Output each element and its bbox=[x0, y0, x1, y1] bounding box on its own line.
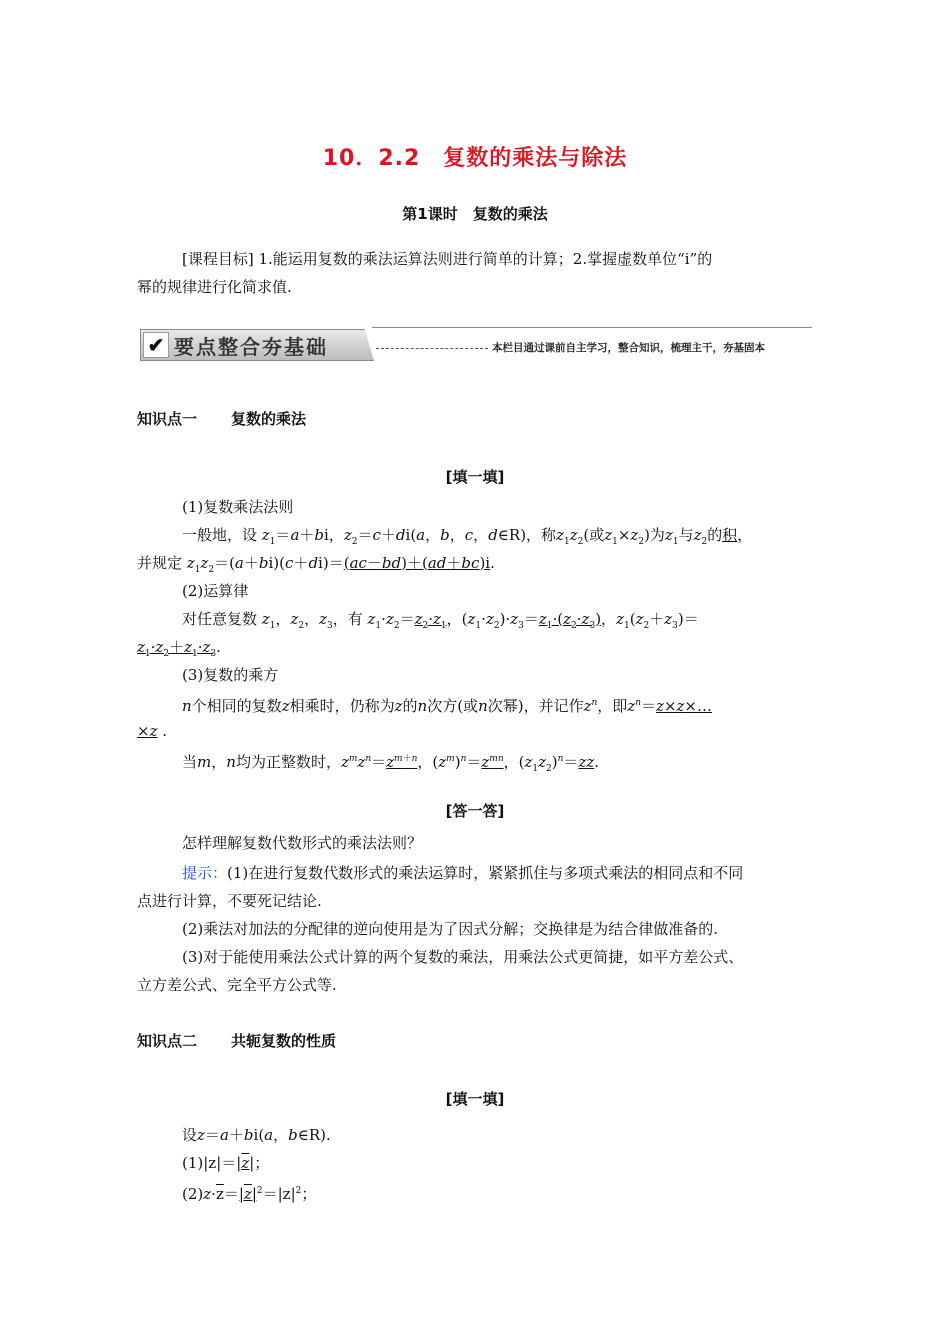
banner-dash-line bbox=[376, 348, 488, 349]
course-goal bbox=[137, 245, 817, 301]
section-1-name: 复数的乘法 bbox=[231, 410, 307, 428]
lesson-subtitle: 第1课时 复数的乘法 bbox=[402, 205, 548, 223]
section-1-heading bbox=[137, 408, 306, 429]
hint-1-a: (1)在进行复数代数形式的乘法运算时，紧紧抓住与多项式乘法的相同点和不同 bbox=[227, 864, 744, 882]
hint-line-1 bbox=[182, 862, 743, 884]
question-text: 怎样理解复数代数形式的乘法法则？ bbox=[182, 834, 423, 852]
rule-line-1-text-a: 一般地，设 bbox=[182, 526, 262, 544]
conj-line-2-a: (1) bbox=[182, 1154, 204, 1172]
power-line-1-e: 次幂)，并记作 bbox=[487, 697, 584, 715]
hint-label: 提示： bbox=[182, 864, 228, 882]
rule-line-1-text-b: ，称 bbox=[526, 526, 557, 544]
rule-line-2: 并规定 $z_1z_2=(a+bi)(c+di)=(ac-bd)+(ad+bc)i$. bbox=[137, 554, 495, 575]
banner-rule bbox=[372, 327, 812, 328]
rule-line-1-text-c: (或 bbox=[583, 526, 605, 544]
course-goal-line-1: [课程目标] 1.能运用复数的乘法运算法则进行简单的计算；2.掌握虚数单位“i”的 bbox=[182, 250, 713, 268]
power-line-3: 当m，n均为正整数时，$z^mz^n=z^{m+n}$，$(z^m)^n=z^{mn}$，$(z_1z_2)^n=zz$. bbox=[182, 753, 600, 774]
check-icon: ✔ bbox=[143, 332, 169, 358]
power-line-1-c: 的 bbox=[402, 697, 418, 715]
power-line-1: n个相同的复数z相乘时，仍称为z的n次方(或n次幂)，并记作$z^n$，即$z^n=z\times z\times\dots$ bbox=[182, 697, 712, 715]
banner-label: 要点整合夯基础 bbox=[174, 335, 328, 359]
power-line-1-a: 个相同的复数 bbox=[191, 697, 282, 715]
section-banner bbox=[140, 325, 812, 363]
product-answer: 积 bbox=[722, 526, 738, 544]
hint-line-3b: 立方差公式、完全平方公式等. bbox=[137, 976, 337, 994]
rule-line-1-text-e: 的 bbox=[707, 526, 723, 544]
law-line-text: 对任意复数 bbox=[182, 610, 262, 628]
section-1-number: 知识点一 bbox=[137, 410, 198, 428]
ask-answer-heading: [答一答] bbox=[445, 802, 505, 820]
conj-line-2: (1)|z|＝|z|； bbox=[182, 1154, 270, 1172]
power-line-1-f: ，即 bbox=[597, 697, 628, 715]
conj-line-1-a: 设 bbox=[182, 1126, 198, 1144]
power-line-1-b: 相乘时，仍称为 bbox=[289, 697, 395, 715]
law-heading: (2)运算律 bbox=[182, 582, 249, 600]
power-heading: (3)复数的乘方 bbox=[182, 666, 279, 684]
page-title: 10．2.2 复数的乘法与除法 bbox=[322, 146, 628, 171]
fill-in-heading-2: [填一填] bbox=[445, 1090, 505, 1108]
conj-line-1: 设z＝a＋bi(a，b∈R). bbox=[182, 1126, 331, 1144]
law-line-2: $z_1\cdot z_2+z_1\cdot z_3$. bbox=[137, 638, 221, 659]
hint-line-2: (2)乘法对加法的分配律的逆向使用是为了因式分解；交换律是为结合律做准备的. bbox=[182, 920, 719, 938]
section-2-name: 共轭复数的性质 bbox=[231, 1032, 337, 1050]
course-goal-line-2: 幂的规律进行化简求值. bbox=[137, 278, 292, 296]
hint-line-3: (3)对于能使用乘法公式计算的两个复数的乘法，用乘法公式更简捷，如平方差公式、 bbox=[182, 948, 744, 966]
power-line-2: ×z . bbox=[137, 722, 168, 740]
section-2-number: 知识点二 bbox=[137, 1032, 198, 1050]
rule-line-2-text: 并规定 bbox=[137, 554, 187, 572]
hint-line-1b: 点进行计算，不要死记结论. bbox=[137, 892, 322, 910]
banner-note: 本栏目通过课前自主学习，整合知识，梳理主干，夯基固本 bbox=[492, 342, 765, 354]
section-2-heading bbox=[137, 1030, 336, 1051]
rule-heading: (1)复数乘法法则 bbox=[182, 498, 294, 516]
power-line-1-d: 次方(或 bbox=[427, 697, 479, 715]
power-line-3-a: 当 bbox=[182, 753, 198, 771]
conj-line-3: $(2)z\cdot\overline{z}=|z|^2=|z|^2$； bbox=[182, 1185, 317, 1203]
rule-line-1-text-d: )为 bbox=[644, 526, 665, 544]
rule-line-1: 一般地，设 $z_1=a+bi$，$z_2=c+di(a$，b，c，d∈R)，称$z_1z_2$(或$z_1\times z_2$)为$z_1$与$z_2$的积， bbox=[182, 526, 753, 547]
power-line-3-b: 均为正整数时， bbox=[235, 753, 341, 771]
conj-line-3-a: (2) bbox=[182, 1185, 204, 1203]
law-line-1: 对任意复数 $z_1$，$z_2$，$z_3$，有 $z_1\cdot z_2=z_2\cdot z_1$，$(z_1\cdot z_2)\cdot z_3=z_1\cdot(z_2\cdot z_3)$，$z_1(z_2+z_3)=$ bbox=[182, 610, 699, 631]
fill-in-heading-1: [填一填] bbox=[445, 468, 505, 486]
